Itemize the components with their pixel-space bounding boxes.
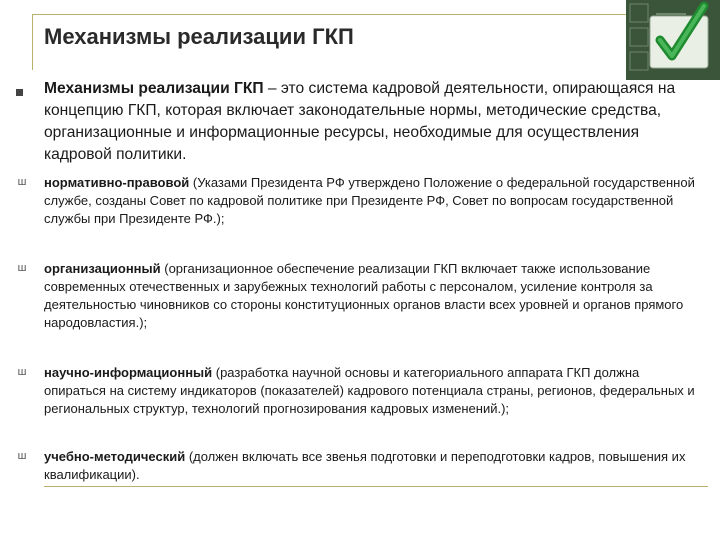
sub-bullet-icon: ш <box>17 262 27 274</box>
item-body: (организационное обеспечение реализации ГКП включает также использование современных отечественных и зарубежных технологий работы с персоналом, усиление контроля за деятельностью чиновников со стороны конституционных органов власти всех уровней и органов прямого народовластия.); <box>44 261 684 330</box>
square-bullet-icon <box>16 89 23 96</box>
item-term: научно-информационный <box>44 365 213 380</box>
definition-body: – это система кадровой деятельности, опирающаяся на концепцию ГКП, которая включает законодательные нормы, методические средства, организационные и информационные ресурсы, необходимые для осуществления кадровой политики. <box>44 80 676 163</box>
item-text <box>44 448 704 484</box>
item-term: организационный <box>44 261 161 276</box>
title-frame-left-line <box>32 14 33 70</box>
item-text <box>44 260 704 332</box>
bottom-divider <box>44 486 708 487</box>
item-text <box>44 364 704 418</box>
item-body: (должен включать все звенья подготовки и переподготовки кадров, повышения их квалификации). <box>44 449 686 482</box>
sub-bullet-icon: ш <box>17 366 27 378</box>
item-body: (разработка научной основы и категориального аппарата ГКП должна опираться на систему индикаторов (показателей) кадрового потенциала страны, регионов, федеральных и региональных структур, технологий прогнозирования кадровых изменений.); <box>44 365 695 416</box>
item-text <box>44 174 704 228</box>
item-body: (Указами Президента РФ утверждено Положение о федеральной государственной службе, созданы Совет по кадровой политике при Президенте РФ, Совет по вопросам государственной службы при Президенте РФ.); <box>44 175 695 226</box>
item-term: учебно-методический <box>44 449 186 464</box>
item-term: нормативно-правовой <box>44 175 190 190</box>
page-title: Механизмы реализации ГКП <box>44 24 354 49</box>
sub-bullet-icon: ш <box>17 176 27 188</box>
checkmark-logo <box>626 0 720 80</box>
sub-bullet-icon: ш <box>17 450 27 462</box>
definition-text <box>44 78 704 166</box>
definition-term: Механизмы реализации ГКП <box>44 80 264 97</box>
title-frame-top-line <box>32 14 632 15</box>
checkmark-icon <box>626 0 720 80</box>
